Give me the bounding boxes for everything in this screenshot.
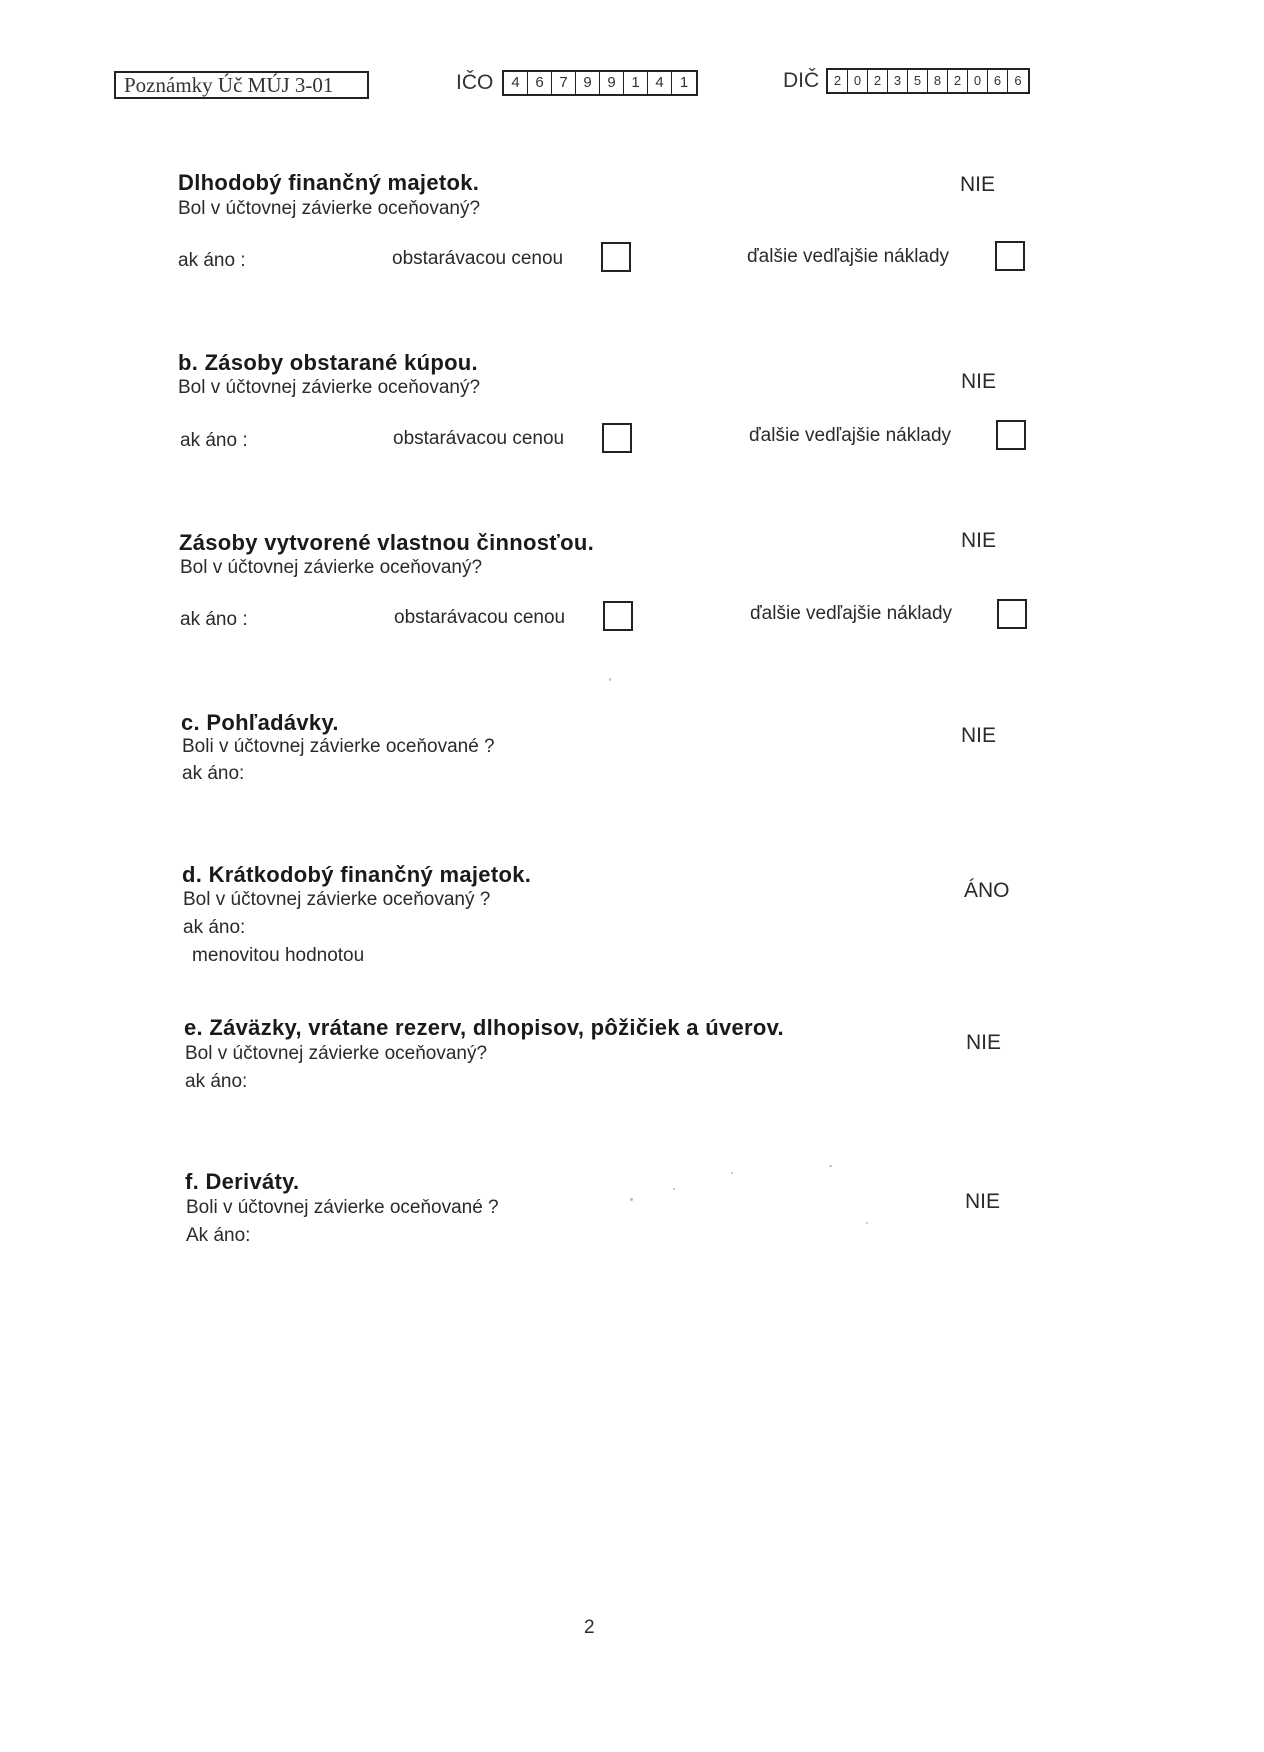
additional-costs-checkbox[interactable] [995,241,1025,271]
dic-digit: 5 [908,70,928,92]
scan-speck [609,678,611,681]
acquisition-cost-label: obstarávacou cenou [393,428,565,449]
section-question: Bol v účtovnej závierke oceňovaný? [178,198,481,219]
dic-digit: 2 [828,70,848,92]
section-question: Bol v účtovnej závierke oceňovaný? [185,1043,488,1064]
additional-costs-label: ďalšie vedľajšie náklady [750,603,953,624]
ico-digit: 9 [576,72,600,94]
scan-speck [829,1165,832,1167]
scan-speck [731,1172,733,1174]
section-answer: NIE [961,370,997,393]
section-answer: NIE [965,1190,1001,1213]
additional-costs-label: ďalšie vedľajšie náklady [749,425,952,446]
additional-costs-checkbox[interactable] [996,420,1026,450]
section-title: c. Pohľadávky. [181,710,339,735]
section-answer: ÁNO [964,879,1010,902]
valuation-method: menovitou hodnotou [192,945,365,966]
ico-digit: 9 [600,72,624,94]
ico-digit: 6 [528,72,552,94]
scan-speck [866,1222,868,1224]
ico-label: IČO [456,71,494,94]
section-answer: NIE [966,1031,1002,1054]
scan-speck [630,1198,633,1201]
additional-costs-label: ďalšie vedľajšie náklady [747,246,950,267]
dic-digit: 6 [1014,73,1022,88]
acquisition-cost-label: obstarávacou cenou [392,248,564,269]
section-answer: NIE [961,724,997,747]
section-title: e. Záväzky, vrátane rezerv, dlhopisov, pôžičiek a úverov. [184,1015,784,1040]
acquisition-cost-label: obstarávacou cenou [394,607,566,628]
form-code-label: Poznámky Úč MÚJ 3-01 [114,71,369,99]
dic-label: DIČ [783,69,820,92]
dic-digit: 3 [888,70,908,92]
section-title: Zásoby vytvorené vlastnou činnosťou. [179,530,594,555]
if-yes-label: ak áno : [180,430,248,451]
section-question: Boli v účtovnej závierke oceňované ? [182,736,495,757]
section-answer: NIE [961,529,997,552]
dic-digit: 0 [968,70,988,92]
if-yes-label: ak áno: [185,1071,248,1092]
dic-digit: 8 [928,70,948,92]
if-yes-label: ak áno : [178,250,246,271]
acquisition-cost-checkbox[interactable] [602,423,632,453]
dic-digit: 0 [848,70,868,92]
if-yes-label: Ak áno: [186,1225,251,1246]
if-yes-label: ak áno : [180,609,248,630]
ico-digit: 4 [504,72,528,94]
acquisition-cost-checkbox[interactable] [603,601,633,631]
section-title: Dlhodobý finančný majetok. [178,170,480,195]
section-question: Bol v účtovnej závierke oceňovaný? [180,557,483,578]
ico-digit: 7 [552,72,576,94]
ico-digit-boxes [502,70,698,96]
ico-digit: 1 [679,74,689,91]
if-yes-label: ak áno: [183,917,246,938]
if-yes-label: ak áno: [182,763,245,784]
dic-digit: 2 [948,70,968,92]
ico-digit: 4 [648,72,672,94]
section-title: f. Deriváty. [185,1169,300,1194]
ico-digit: 1 [624,72,648,94]
section-question: Bol v účtovnej závierke oceňovaný ? [183,889,491,910]
acquisition-cost-checkbox[interactable] [601,242,631,272]
page-number: 2 [584,1617,595,1638]
scan-speck [673,1188,675,1190]
dic-digit-boxes [826,68,1030,94]
section-title: d. Krátkodobý finančný majetok. [182,862,532,887]
dic-digit: 2 [868,70,888,92]
additional-costs-checkbox[interactable] [997,599,1027,629]
section-title: b. Zásoby obstarané kúpou. [178,350,478,375]
section-question: Bol v účtovnej závierke oceňovaný? [178,377,481,398]
section-question: Boli v účtovnej závierke oceňované ? [186,1197,499,1218]
dic-digit: 6 [988,70,1008,92]
section-answer: NIE [960,173,996,196]
